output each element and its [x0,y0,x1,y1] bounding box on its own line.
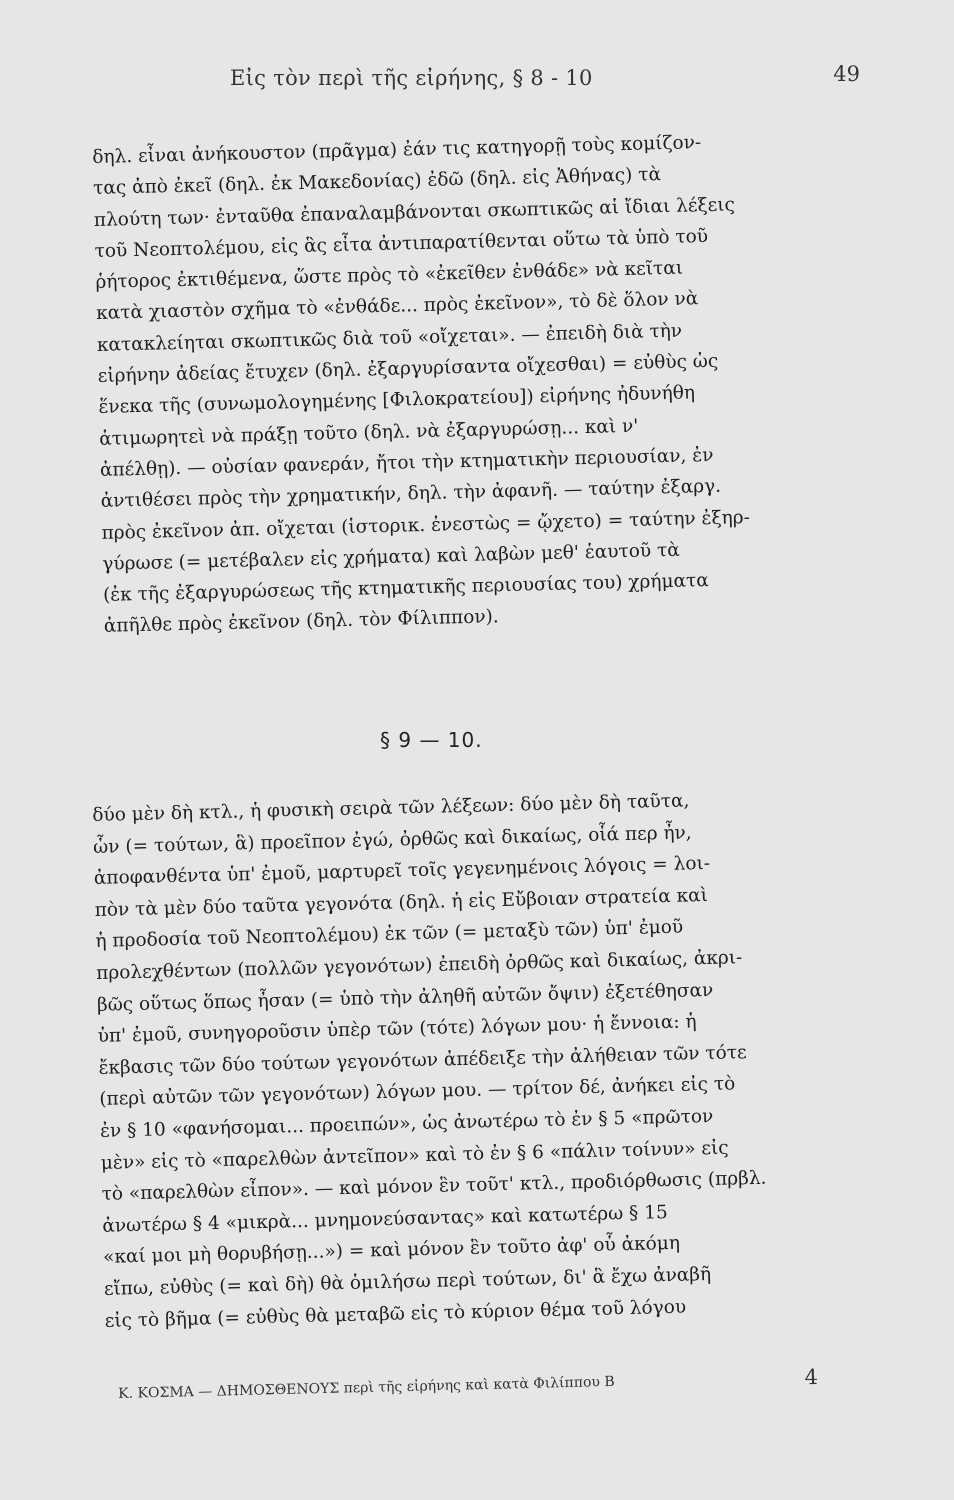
section-heading: § 9 — 10. [380,728,483,752]
text-line: εἴπω, εὐθὺς (= καὶ δὴ) θὰ ὁμιλήσω περὶ τούτων, δι' ἃ ἔχω ἀναβῆ [103,1263,712,1300]
text-line: (περὶ αὐτῶν τῶν γεγονότων) λόγων μου. — τρίτον δέ, ἀνήκει εἰς τὸ [99,1073,736,1111]
text-line: τοῦ Νεοπτολέμου, εἰς ἃς εἶτα ἀντιπαρατίθενται οὕτω τὰ ὑπὸ τοῦ [94,225,709,262]
text-line: τας ἀπὸ ἐκεῖ (δηλ. ἐκ Μακεδονίας) ἐδῶ (δηλ. εἰς Ἀθήνας) τὰ [92,164,662,200]
commentary-paragraph-1 [92,124,860,643]
text-line: ἔκβασις τῶν δύο τούτων γεγονότων ἀπέδειξε τὴν ἀλήθειαν τῶν τότε [98,1041,747,1079]
text-line: ῥήτορος ἐκτιθέμενα, ὥστε πρὸς τὸ «ἐκεῖθεν ἐνθάδε» νὰ κεῖται [95,257,684,294]
text-line: ἀπέλθῃ). — οὐσίαν φανεράν, ἤτοι τὴν κτηματικὴν περιουσίαν, ἐν [99,444,714,481]
signature-mark: 4 [804,1364,819,1390]
text-line: εἰρήνην ἀδείας ἔτυχεν (δηλ. ἐξαργυρίσαντα οἴχεσθαι) = εὐθὺς ὡς [97,350,719,388]
text-line: «καί μοι μὴ θορυβήσῃ...») = καὶ μόνον ἓν τοῦτο ἀφ' οὗ ἀκόμη [102,1233,681,1269]
text-line: δύο μὲν δὴ κτλ., ἡ φυσικὴ σειρὰ τῶν λέξεων: δύο μὲν δὴ ταῦτα, [92,790,690,826]
text-line: πρὸς ἐκεῖνον ἀπ. οἴχεται (ἱστορικ. ἐνεστὼς = ᾤχετο) = ταύτην ἐξηρ- [101,506,751,544]
text-line: τὸ «παρελθὼν εἶπον». — καὶ μόνον ἓν τοῦτ' κτλ., προδιόρθωσις (πρβλ. [101,1167,767,1206]
text-line: ἀπῆλθε πρὸς ἐκεῖνον (δηλ. τὸν Φίλιππον). [103,606,499,638]
text-line: ἕνεκα τῆς (συνωμολογημένης [Φιλοκρατείου]) εἰρήνης ἠδυνήθη [98,382,696,419]
text-line: ὧν (= τούτων, ἃ) προεῖπον ἐγώ, ὀρθῶς καὶ δικαίως, οἷά περ ἦν, [92,821,692,858]
text-line: ἡ προδοσία τοῦ Νεοπτολέμου) ἐκ τῶν (= μεταξὺ τῶν) ὑπ' ἐμοῦ [95,916,684,953]
text-line: μὲν» εἰς τὸ «παρελθὼν ἀντεῖπον» καὶ τὸ ἐν § 6 «πάλιν τοίνυν» εἰς [100,1137,729,1174]
text-line: ἀνωτέρω § 4 «μικρὰ... μνημονεύσαντας» καὶ κατωτέρω § 15 [102,1201,668,1237]
text-line: (ἐκ τῆς ἐξαργυρώσεως τῆς κτηματικῆς περιουσίας του) χρήματα [102,570,709,607]
running-title: Εἰς τὸν περὶ τῆς εἰρήνης, § 8 - 10 [230,66,593,90]
commentary-paragraph-2 [92,782,861,1337]
text-line: ἐν § 10 «φανήσομαι... προειπών», ὡς ἀνωτέρω τὸ ἐν § 5 «πρῶτον [99,1105,714,1142]
text-line: δηλ. εἶναι ἀνήκουστον (πρᾶγμα) ἐάν τις κατηγορῇ τοὺς κομίζον- [92,132,702,168]
running-head [80,62,860,102]
text-line: ἀποφανθέντα ὑπ' ἐμοῦ, μαρτυρεῖ τοῖς γεγενημένοις λόγοις = λοι- [93,853,711,890]
page-number: 49 [833,62,860,86]
text-line: βῶς οὕτως ὅπως ἦσαν (= ὑπὸ τὴν ἀληθῆ αὐτῶν ὄψιν) ἐξετέθησαν [96,979,714,1016]
signature-footer [118,1364,819,1402]
text-line: προλεχθέντων (πολλῶν γεγονότων) ἐπειδὴ ὀρθῶς καὶ δικαίως, ἀκρι- [95,947,743,984]
text-line: γύρωσε (= μετέβαλεν εἰς χρήματα) καὶ λαβὼν μεθ' ἑαυτοῦ τὰ [102,539,680,575]
text-line: ἀντιθέσει πρὸς τὴν χρηματικήν, δηλ. τὴν ἀφανῆ. — ταύτην ἐξαργ. [100,476,722,513]
signature-line: Κ. ΚΟΣΜΑ — ΔΗΜΟΣΘΕΝΟΥΣ περὶ τῆς εἰρήνης καὶ κατὰ Φιλίππου Β [118,1373,615,1402]
text-line: κατὰ χιαστὸν σχῆμα τὸ «ἐνθάδε... πρὸς ἐκεῖνον», τὸ δὲ ὅλον νὰ [95,288,699,325]
text-line: πλούτη των· ἐνταῦθα ἐπαναλαμβάνονται σκωπτικῶς αἱ ἴδιαι λέξεις [93,193,736,231]
text-line: πὸν τὰ μὲν δύο ταῦτα γεγονότα (δηλ. ἡ εἰς Εὔβοιαν στρατεία καὶ [94,884,709,921]
text-line: κατακλείηται σκωπτικῶς διὰ τοῦ «οἴχεται». — ἐπειδὴ διὰ τὴν [96,320,683,356]
text-line: ἀτιμωρητεὶ νὰ πράξῃ τοῦτο (δηλ. νὰ ἐξαργυρώσῃ... καὶ ν' [99,415,639,450]
text-line: εἰς τὸ βῆμα (= εὐθὺς θὰ μεταβῶ εἰς τὸ κύριον θέμα τοῦ λόγου [104,1296,687,1332]
text-line: ὑπ' ἐμοῦ, συνηγοροῦσιν ὑπὲρ τῶν (τότε) λόγων μου· ἡ ἔννοια: ἡ [97,1011,697,1048]
